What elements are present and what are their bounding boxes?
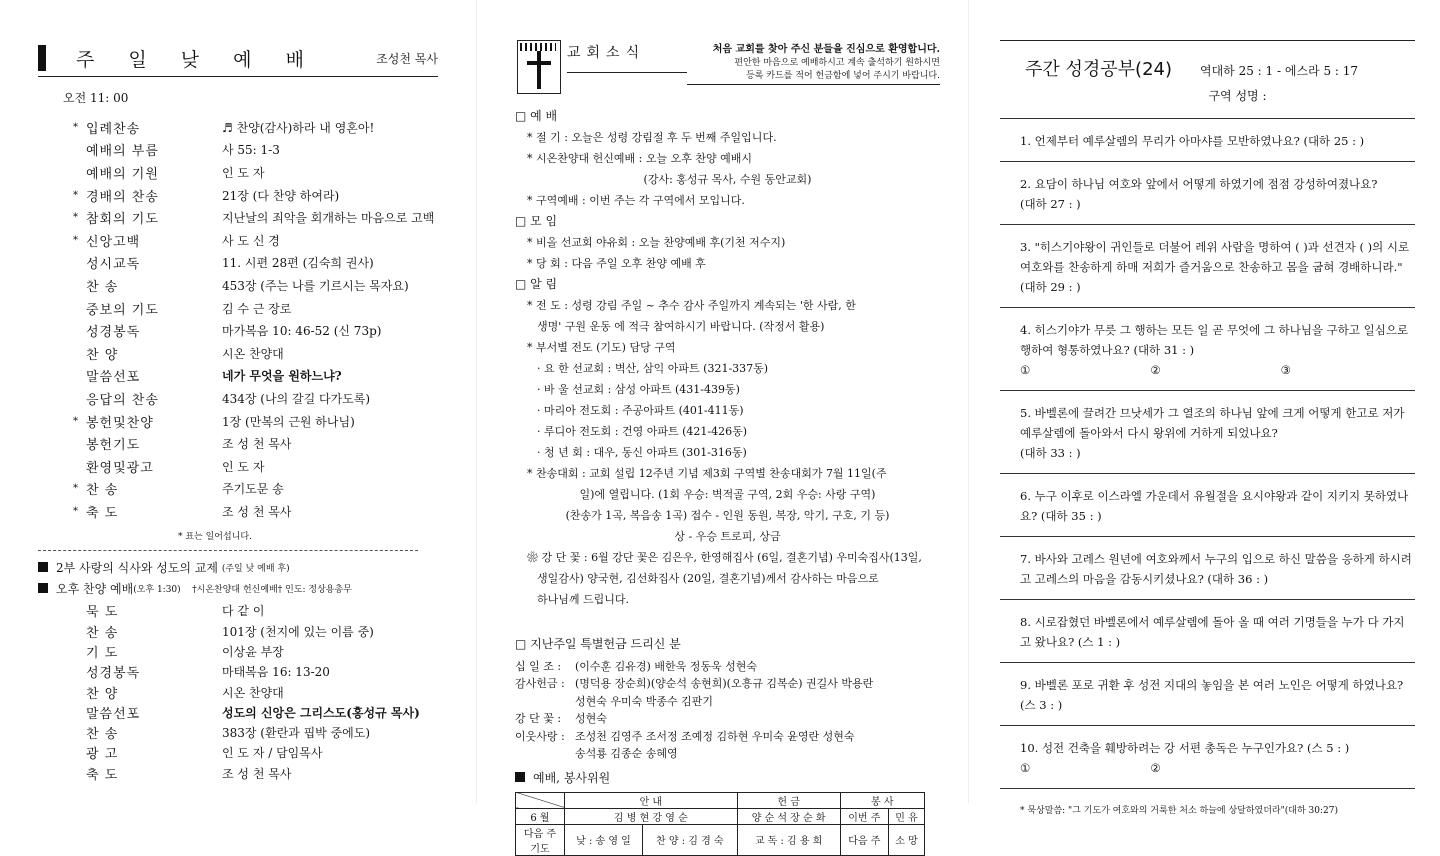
table-cell: 낮 : 송 영 일 bbox=[565, 824, 643, 855]
service-heading bbox=[515, 769, 940, 786]
order-item bbox=[38, 297, 440, 320]
order-item bbox=[38, 410, 440, 433]
header-bar-icon bbox=[38, 45, 46, 71]
answer-line[interactable] bbox=[1020, 758, 1415, 778]
order-label: 말씀선포 bbox=[86, 706, 141, 722]
order-item bbox=[38, 116, 440, 139]
order-item bbox=[38, 229, 440, 252]
news-line: 일)에 열립니다. (1회 우승: 벽적골 구역, 2회 우승: 사랑 구역) bbox=[579, 488, 876, 501]
study-column bbox=[985, 0, 1440, 816]
order-item bbox=[38, 641, 440, 661]
question-item bbox=[1000, 308, 1415, 391]
square-bullet-icon bbox=[515, 772, 525, 782]
study-title: 주간 성경공부(24) bbox=[1025, 59, 1172, 80]
order-item bbox=[38, 621, 440, 641]
offering-category: 십 일 조 : bbox=[515, 659, 562, 673]
table-row bbox=[516, 792, 925, 808]
table-row bbox=[516, 824, 925, 855]
order-label: 신앙고백 bbox=[86, 234, 141, 250]
answer-marker: (대하 33 : ) bbox=[1020, 446, 1081, 460]
question-item bbox=[1000, 225, 1415, 308]
table-cell: 교 독 : 김 용 희 bbox=[737, 824, 840, 855]
news-line: * 비올 선교회 야유회 : 오늘 찬양예배 후(기천 저수지) bbox=[527, 236, 786, 249]
order-label: 환영및광고 bbox=[86, 460, 154, 476]
news-line: 생일감사) 양국현, 김선화집사 (20일, 결혼기념)께서 감사하는 마음으로 bbox=[537, 572, 879, 585]
table-cell-corner bbox=[516, 792, 565, 808]
worship-pastor: 조성천 목사 bbox=[376, 51, 438, 66]
news-line: · 바 울 선교회 : 삼성 아파트 (431-439동) bbox=[537, 383, 740, 396]
church-logo-icon bbox=[517, 40, 561, 94]
question-item bbox=[1000, 119, 1415, 162]
fold-line-left bbox=[476, 0, 477, 803]
answer-line[interactable] bbox=[1020, 194, 1415, 214]
news-line: * 시온찬양대 헌신예배 : 오늘 오후 찬양 예배시 bbox=[527, 152, 752, 165]
order-value: 다 같 이 bbox=[222, 604, 265, 619]
order-item bbox=[38, 432, 440, 455]
question-text: 2. 요담이 하나님 여호와 앞에서 어떻게 하였기에 점점 강성하여졌나요? bbox=[1020, 177, 1378, 191]
order-item bbox=[38, 682, 440, 702]
news-header bbox=[517, 40, 940, 94]
question-text: 7. 바사와 고레스 원년에 여호와께서 누구의 입으로 하신 말씀을 응하게 하시려고 고레스의 마음을 감동시키셨나요? (대하 36 : ) bbox=[1020, 552, 1412, 586]
order-item bbox=[38, 206, 440, 229]
order-label: 성경봉독 bbox=[86, 325, 141, 341]
afternoon-heading bbox=[38, 580, 440, 597]
standing-mark: * bbox=[73, 121, 78, 133]
table-cell: 다음 주 기도 bbox=[516, 824, 565, 855]
order-value: 사 도 신 경 bbox=[222, 233, 280, 248]
answer-marker: ② bbox=[1150, 363, 1161, 377]
standing-mark: * bbox=[73, 505, 78, 517]
order-item bbox=[38, 722, 440, 742]
worship-title: 주 일 낮 예 배 bbox=[76, 48, 318, 71]
question-item bbox=[1000, 474, 1415, 537]
order-label: 예배의 기원 bbox=[86, 166, 159, 182]
question-text: 5. 바벨론에 끌려간 므낫세가 그 열조의 하나님 앞에 크게 어떻게 한고로 저가 예루살렘에 돌아와서 다시 왕위에 거하게 되었나요? bbox=[1020, 406, 1405, 440]
answer-line[interactable] bbox=[1020, 443, 1415, 463]
order-label: 찬 양 bbox=[86, 347, 119, 363]
order-value: 434장 (나의 갈길 다가도록) bbox=[222, 391, 371, 406]
standing-mark: * bbox=[73, 483, 78, 495]
question-item bbox=[1000, 391, 1415, 474]
offering-names: 성현숙 bbox=[575, 712, 607, 725]
answer-marker: (대하 27 : ) bbox=[1020, 197, 1081, 211]
offering-row bbox=[515, 710, 940, 728]
question-list bbox=[1000, 119, 1415, 789]
question-item bbox=[1000, 726, 1415, 789]
order-item bbox=[38, 274, 440, 297]
offering-row bbox=[515, 693, 940, 711]
question-text: 10. 성전 건축을 훼방하려는 강 서편 총독은 누구인가요? (스 5 : ) bbox=[1020, 741, 1350, 755]
offering-category bbox=[515, 693, 575, 711]
table-header: 안 내 bbox=[565, 792, 738, 808]
part2-note: (주일 낮 예배 후) bbox=[221, 563, 290, 574]
order-value: 네가 무엇을 원하느냐? bbox=[222, 369, 342, 384]
offering-category: 감사헌금 : bbox=[515, 677, 565, 690]
order-item bbox=[38, 500, 440, 523]
order-value: 1장 (만복의 근원 하나님) bbox=[222, 414, 355, 429]
order-item bbox=[38, 184, 440, 207]
service-table bbox=[515, 792, 925, 856]
fold-line-right bbox=[968, 0, 969, 803]
news-line: □ 예 배 bbox=[515, 109, 558, 123]
question-text: 4. 히스기야가 무릇 그 행하는 모든 일 곧 무엇에 그 하나님을 구하고 일심으로 행하여 형통하였나요? (대하 31 : ) bbox=[1020, 323, 1409, 357]
order-label: 묵 도 bbox=[86, 605, 119, 621]
news-line: * 부서별 전도 (기도) 담당 구역 bbox=[527, 341, 676, 354]
table-cell: 다음 주 bbox=[840, 824, 889, 855]
table-cell: 민 유 bbox=[889, 808, 925, 824]
question-text: 9. 바벨론 포로 귀환 후 성전 지대의 놓임을 본 여러 노인은 어떻게 하였나요? bbox=[1020, 678, 1404, 692]
question-item bbox=[1000, 537, 1415, 600]
order-value: 시온 찬양대 bbox=[222, 685, 284, 700]
order-label: 예배의 부름 bbox=[86, 144, 159, 160]
question-text: 3. "히스기야왕이 귀인들로 더불어 레위 사람을 명하여 ( )과 선견자 ( )의 시로 여호와를 찬송하게 하매 저희가 즐거움으로 찬송하고 몸을 굽혀 경배하니라."(대하 29 : ) bbox=[1020, 240, 1410, 294]
section-divider bbox=[38, 550, 418, 551]
worship-column bbox=[0, 0, 470, 803]
table-cell: 김 병 현 강 영 순 bbox=[565, 808, 738, 824]
order-value: 마가복음 10: 46-52 (신 73p) bbox=[222, 324, 382, 339]
news-line: · 청 년 회 : 대우, 동신 아파트 (301-316동) bbox=[537, 446, 747, 459]
news-line: (찬송가 1곡, 복음송 1곡) 접수 - 인원 동원, 복장, 악기, 구호, 기 등) bbox=[565, 509, 890, 522]
news-list bbox=[515, 106, 940, 610]
news-line: * 당 회 : 다음 주일 오후 찬양 예배 후 bbox=[527, 257, 706, 270]
order-item bbox=[38, 702, 440, 722]
answer-line[interactable] bbox=[1020, 695, 1415, 715]
order-item bbox=[38, 743, 440, 763]
table-cell: 소 망 bbox=[889, 824, 925, 855]
worship-time: 오전 11: 00 bbox=[63, 91, 129, 105]
study-reference: 역대하 25 : 1 - 에스라 5 : 17 bbox=[1200, 64, 1359, 78]
order-item bbox=[38, 387, 440, 410]
offering-category bbox=[515, 745, 575, 763]
order-value: 101장 (천지에 있는 이름 중) bbox=[222, 624, 374, 639]
news-line: (강사: 홍성규 목사, 수원 동안교회) bbox=[643, 173, 812, 186]
order-label: 찬 송 bbox=[86, 279, 119, 295]
table-header: 봉 사 bbox=[840, 792, 924, 808]
answer-line[interactable] bbox=[1020, 360, 1415, 380]
afternoon-extra: †시온찬양대 헌신예배† 인도: 정상용총무 bbox=[192, 584, 352, 595]
offering-row bbox=[515, 728, 940, 746]
offering-names: (명덕용 장순희)(양순석 송현희)(오흥규 김복순) 권길사 박용란 bbox=[575, 677, 874, 690]
order-value: 인 도 자 bbox=[222, 165, 265, 180]
afternoon-time: (오후 1:30) bbox=[133, 584, 181, 595]
afternoon-title: 오후 찬양 예배 bbox=[56, 581, 134, 596]
standing-mark: * bbox=[73, 234, 78, 246]
news-line: * 구역예배 : 이번 주는 각 구역에서 모입니다. bbox=[527, 194, 745, 207]
order-label: 축 도 bbox=[86, 505, 119, 521]
standing-mark: * bbox=[73, 189, 78, 201]
order-label: 찬 송 bbox=[86, 727, 119, 743]
offering-category: 강 단 꽃 : bbox=[515, 712, 562, 725]
order-label: 성시교독 bbox=[86, 257, 141, 273]
order-label: 찬 송 bbox=[86, 625, 119, 641]
order-value: ♬ 찬양(감사)하라 내 영혼아! bbox=[222, 120, 375, 135]
order-label: 찬 양 bbox=[86, 686, 119, 702]
news-line: 하나님께 드립니다. bbox=[537, 593, 630, 606]
news-line: · 요 한 선교회 : 벽산, 삼익 아파트 (321-337동) bbox=[537, 362, 769, 375]
table-cell: 이번 주 bbox=[840, 808, 889, 824]
order-value: 21장 (다 찬양 하여라) bbox=[222, 188, 340, 203]
answer-marker: (스 3 : ) bbox=[1020, 698, 1063, 712]
order-item bbox=[38, 601, 440, 621]
order-value: 시온 찬양대 bbox=[222, 346, 284, 361]
standing-note: * 표는 일어섭니다. bbox=[178, 531, 252, 542]
order-value: 조 성 천 목사 bbox=[222, 504, 292, 519]
order-label: 봉헌및찬양 bbox=[86, 415, 154, 431]
order-value: 인 도 자 bbox=[222, 459, 265, 474]
answer-marker: ① bbox=[1020, 761, 1031, 775]
order-label: 경배의 찬송 bbox=[86, 189, 159, 205]
news-title: 교회소식 bbox=[567, 40, 687, 73]
offering-names: 송석룡 김종순 송혜영 bbox=[575, 747, 678, 760]
question-item bbox=[1000, 162, 1415, 225]
order-item bbox=[38, 342, 440, 365]
news-line: * 찬송대회 : 교회 설립 12주년 기념 제3회 구역별 찬송대회가 7월 11일(주 bbox=[527, 467, 887, 480]
offering-section bbox=[515, 636, 940, 763]
welcome-line-3: 등록 카드를 적어 헌금함에 넣어 주시기 바랍니다. bbox=[746, 71, 940, 81]
order-value: 조 성 천 목사 bbox=[222, 437, 292, 452]
news-line: * 전 도 : 성령 강림 주일 ~ 추수 감사 주일까지 계속되는 '한 사람, 한 bbox=[527, 299, 856, 312]
welcome-line-1: 처음 교회를 찾아 주신 분들을 진심으로 환영합니다. bbox=[712, 44, 940, 55]
service-title: 예배, 봉사위원 bbox=[533, 770, 611, 785]
order-value: 지난날의 죄악을 회개하는 마음으로 고백 bbox=[222, 211, 435, 226]
offering-names: 성현숙 우미숙 박종수 김판기 bbox=[575, 694, 714, 708]
order-label: 축 도 bbox=[86, 767, 119, 783]
offering-row bbox=[515, 745, 940, 763]
news-line: · 마리아 전도회 : 주공아파트 (401-411동) bbox=[537, 404, 744, 417]
news-line: □ 모 임 bbox=[515, 214, 558, 228]
order-value: 인 도 자 / 담임목사 bbox=[222, 746, 323, 761]
offering-row bbox=[515, 658, 940, 676]
order-item bbox=[38, 252, 440, 275]
order-value: 383장 (환란과 핍박 중에도) bbox=[222, 726, 371, 741]
order-label: 찬 송 bbox=[86, 483, 119, 499]
news-line: □ 알 림 bbox=[515, 277, 558, 291]
order-value: 사 55: 1-3 bbox=[222, 143, 280, 158]
order-label: 봉헌기도 bbox=[86, 438, 141, 454]
order-item bbox=[38, 662, 440, 682]
offering-names: 조성천 김영주 조서정 조예정 김하현 우미숙 윤영란 성현숙 bbox=[575, 729, 855, 743]
order-value: 성도의 신앙은 그리스도(홍성규 목사) bbox=[222, 705, 420, 720]
order-label: 기 도 bbox=[86, 645, 119, 661]
table-row bbox=[516, 808, 925, 824]
order-label: 참회의 기도 bbox=[86, 212, 159, 228]
table-cell: 찬 양 : 김 경 숙 bbox=[642, 824, 737, 855]
news-line: ❀ 강 단 꽃 : 6월 강단 꽃은 김은우, 한영해집사 (6일, 결혼기념) 우미숙집사(13일, bbox=[527, 551, 922, 564]
table-cell: 6 월 bbox=[516, 808, 565, 824]
order-item bbox=[38, 763, 440, 783]
order-value: 김 수 근 장로 bbox=[222, 301, 292, 316]
offering-names: (이수훈 김유경) 배한욱 정동욱 성현숙 bbox=[575, 659, 757, 673]
answer-marker: ① bbox=[1020, 363, 1031, 377]
order-label: 중보의 기도 bbox=[86, 302, 159, 318]
offering-title: □ 지난주일 특별헌금 드리신 분 bbox=[515, 637, 681, 651]
question-text: 6. 누구 이후로 이스라엘 가운데서 유월절을 요시야왕과 같이 지키지 못하였나요? (대하 35 : ) bbox=[1020, 489, 1409, 523]
meditation-quote: * 묵상말씀: "그 기도가 여호와의 거룩한 처소 하늘에 상달하였더라"(대하 30:27) bbox=[1020, 806, 1338, 816]
part2-heading bbox=[38, 559, 440, 576]
district-name-field: 구역 성명 : bbox=[1208, 89, 1267, 103]
standing-mark: * bbox=[73, 415, 78, 427]
question-text: 1. 언제부터 예루살렘의 무리가 아마샤를 모반하였나요? (대하 25 : ) bbox=[1020, 134, 1365, 148]
news-line: 생명' 구원 운동 에 적극 참여하시기 바랍니다. (작정서 활용) bbox=[537, 320, 825, 333]
afternoon-order-list bbox=[38, 601, 440, 784]
order-item bbox=[38, 455, 440, 478]
part2-title: 2부 사랑의 식사와 성도의 교제 bbox=[56, 560, 218, 575]
standing-mark: * bbox=[73, 212, 78, 224]
order-item bbox=[38, 478, 440, 501]
news-column bbox=[480, 0, 960, 855]
square-bullet-icon bbox=[38, 562, 48, 572]
square-bullet-icon bbox=[38, 583, 48, 593]
table-header: 헌 금 bbox=[737, 792, 840, 808]
worship-header bbox=[38, 40, 438, 77]
welcome-line-2: 편안한 마음으로 예배하시고 계속 출석하기 원하시면 bbox=[734, 58, 940, 68]
order-item bbox=[38, 161, 440, 184]
order-value: 조 성 천 목사 bbox=[222, 766, 292, 781]
study-header bbox=[1000, 40, 1415, 81]
welcome-message bbox=[687, 40, 940, 85]
news-line: * 절 기 : 오늘은 성령 강림절 후 두 번째 주일입니다. bbox=[527, 131, 777, 144]
answer-marker: ③ bbox=[1280, 363, 1291, 377]
offering-category: 이웃사랑 : bbox=[515, 729, 565, 743]
question-text: 8. 시로잡혔던 바벨론에서 예루살렘에 돌아 올 때 여러 기명들을 누가 다 가지고 왔나요? (스 1 : ) bbox=[1020, 615, 1405, 649]
answer-marker: ② bbox=[1150, 761, 1161, 775]
order-value: 주기도문 송 bbox=[222, 482, 284, 497]
order-item bbox=[38, 319, 440, 342]
order-value: 마태복음 16: 13-20 bbox=[222, 665, 330, 680]
order-item bbox=[38, 139, 440, 162]
order-label: 성경봉독 bbox=[86, 666, 141, 682]
worship-order-list bbox=[38, 116, 440, 523]
offering-row bbox=[515, 675, 940, 693]
order-item bbox=[38, 365, 440, 388]
news-line: 상 - 우승 트로피, 상금 bbox=[674, 530, 781, 543]
order-value: 453장 (주는 나를 기르시는 목자요) bbox=[222, 278, 409, 293]
question-item bbox=[1000, 600, 1415, 663]
order-label: 말씀선포 bbox=[86, 370, 141, 386]
order-label: 응답의 찬송 bbox=[86, 392, 159, 408]
order-label: 입례찬송 bbox=[86, 121, 141, 137]
order-label: 광 고 bbox=[86, 747, 119, 763]
news-line: · 루디아 전도회 : 건영 아파트 (421-426동) bbox=[537, 425, 747, 438]
order-value: 11. 시편 28편 (김숙희 권사) bbox=[222, 256, 374, 271]
question-item bbox=[1000, 663, 1415, 726]
order-value: 이상윤 부장 bbox=[222, 644, 284, 659]
table-cell: 양 순 석 장 순 화 bbox=[737, 808, 840, 824]
